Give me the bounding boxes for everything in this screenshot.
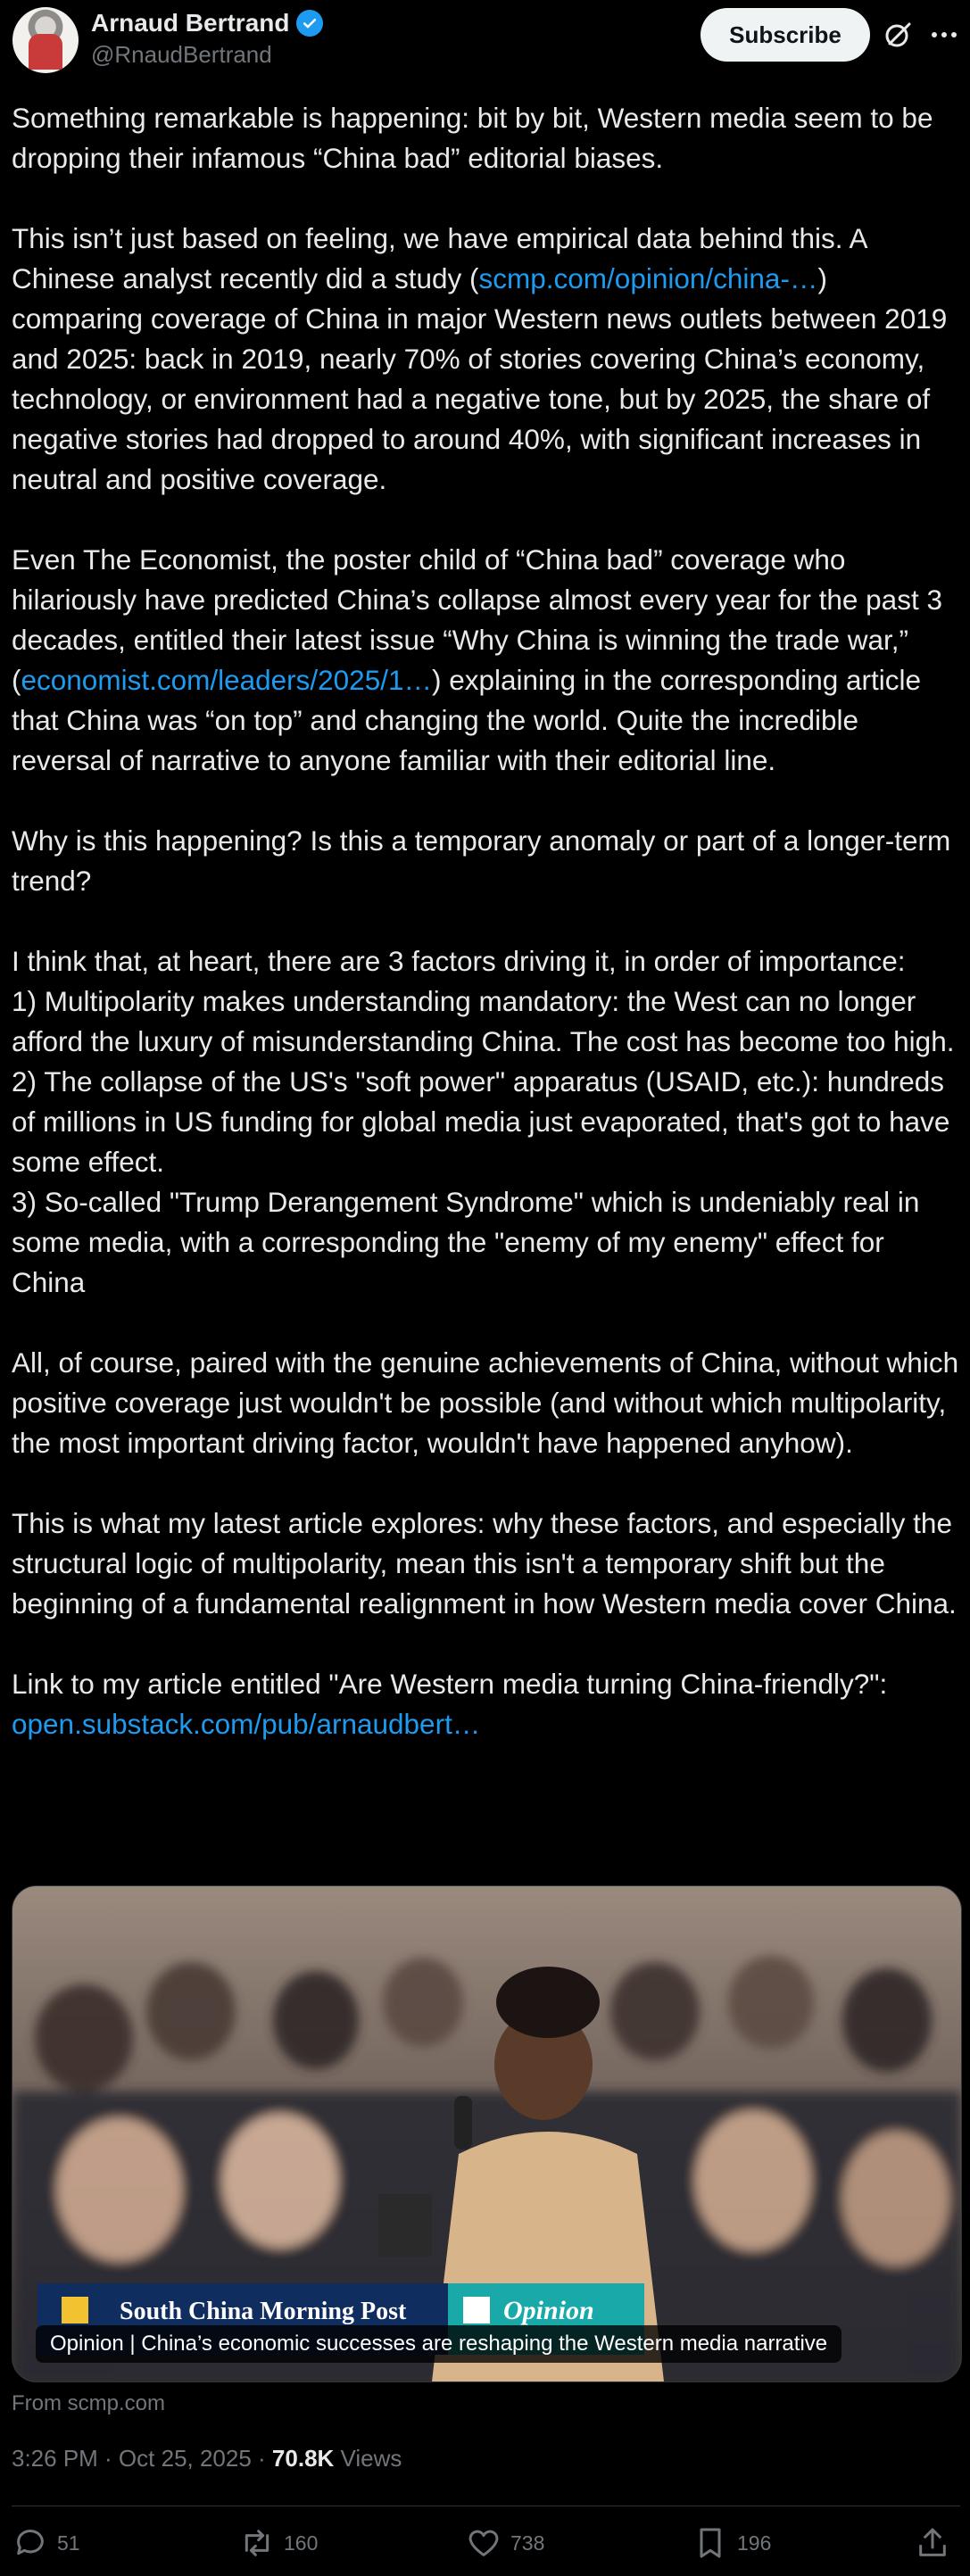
views-count: 70.8K: [271, 2445, 335, 2472]
scmp-link[interactable]: scmp.com/opinion/china-…: [478, 262, 818, 294]
more-icon[interactable]: [928, 21, 960, 48]
card-caption: Opinion | China’s economic successes are reshaping the Western media narrative: [36, 2325, 841, 2363]
like-icon: [466, 2525, 502, 2561]
reply-icon: [12, 2525, 48, 2561]
subscribe-button[interactable]: Subscribe: [701, 8, 870, 62]
post-meta: [12, 2445, 402, 2472]
share-icon: [915, 2525, 950, 2561]
paragraph-3-end: ) explaining in the corresponding article that China was “on top” and changing the world. Quite the incredible reversal of narrative to anyone familiar with their editorial line.: [12, 664, 929, 776]
like-count: 738: [510, 2530, 545, 2555]
card-source[interactable]: From scmp.com: [12, 2391, 166, 2415]
bookmark-count: 196: [737, 2530, 772, 2555]
card-banner-right: Opinion: [503, 2296, 594, 2325]
paragraph-5: I think that, at heart, there are 3 factors driving it, in order of importance: 1) Multipolarity makes understanding mandatory: the West can no longer afford the luxury of misunderstanding China. The cost has become too high. 2) The collapse of the US's "soft power" apparatus (USAID, etc.): hundreds of millions in US funding for global media just evaporated, that's got to have some effect. 3) So-called "Trump Derangement Syndrome" which is undeniably real in some media, with a corresponding the "enemy of my enemy" effect for China: [12, 945, 955, 1298]
economist-link[interactable]: economist.com/leaders/2025/1…: [21, 664, 432, 696]
share-button[interactable]: [915, 2525, 950, 2561]
avatar[interactable]: [12, 7, 79, 73]
repost-icon: [239, 2525, 275, 2561]
paragraph-2-start: This isn’t just based on feeling, we have empirical data behind this. A Chinese analyst recently did a study (: [12, 222, 875, 294]
bookmark-icon: [692, 2525, 728, 2561]
post-timestamp[interactable]: 3:26 PM · Oct 25, 2025 ·: [12, 2445, 272, 2472]
card-photo: [12, 1886, 961, 2381]
repost-button[interactable]: [239, 2525, 318, 2561]
paragraph-7: This is what my latest article explores: why these factors, and especially the structural logic of multipolarity, mean this isn't a temporary shift but the beginning of a fundamental realignment in how Western media cover China.: [12, 1507, 960, 1619]
author-handle[interactable]: @RnaudBertrand: [91, 41, 272, 68]
bookmark-button[interactable]: [692, 2525, 771, 2561]
paragraph-4: Why is this happening? Is this a temporary anomaly or part of a longer-term trend?: [12, 824, 959, 897]
reply-button[interactable]: [12, 2525, 80, 2561]
action-bar: [0, 2525, 970, 2564]
post-header: [0, 0, 970, 89]
paragraph-1: Something remarkable is happening: bit by bit, Western media seem to be dropping their infamous “China bad” editorial biases.: [12, 102, 941, 174]
author-name[interactable]: Arnaud Bertrand: [91, 9, 290, 37]
paragraph-3-start: Even The Economist, the poster child of “China bad” coverage who hilariously have predicted China’s collapse almost every year for the past 3 decades, entitled their latest issue “Why China is winning the trade war,” (: [12, 543, 950, 696]
author-name-row: [91, 9, 323, 37]
verified-badge-icon[interactable]: [296, 10, 323, 37]
paragraph-6: All, of course, paired with the genuine achievements of China, without which positive coverage just wouldn't be possible (and without which multipolarity, the most important driving factor, wouldn't have happened anyhow).: [12, 1346, 966, 1459]
post-text: [12, 98, 966, 1744]
repost-count: 160: [284, 2530, 319, 2555]
like-button[interactable]: [466, 2525, 544, 2561]
paragraph-8: Link to my article entitled "Are Western media turning China-friendly?":: [12, 1668, 888, 1700]
card-banner-left: South China Morning Post: [120, 2298, 407, 2325]
grok-icon[interactable]: [883, 20, 914, 50]
paragraph-2-end: ) comparing coverage of China in major Western news outlets between 2019 and 2025: back in 2019, nearly 70% of stories covering China’s economy, technology, or environment had a negative tone, but by 2025, the share of negative stories had dropped to around 40%, with significant increases in neutral and positive coverage.: [12, 262, 956, 495]
link-card[interactable]: [12, 1885, 962, 2382]
views-label: Views: [334, 2445, 402, 2472]
substack-link[interactable]: open.substack.com/pub/arnaudbert…: [12, 1708, 481, 1740]
reply-count: 51: [57, 2530, 80, 2555]
